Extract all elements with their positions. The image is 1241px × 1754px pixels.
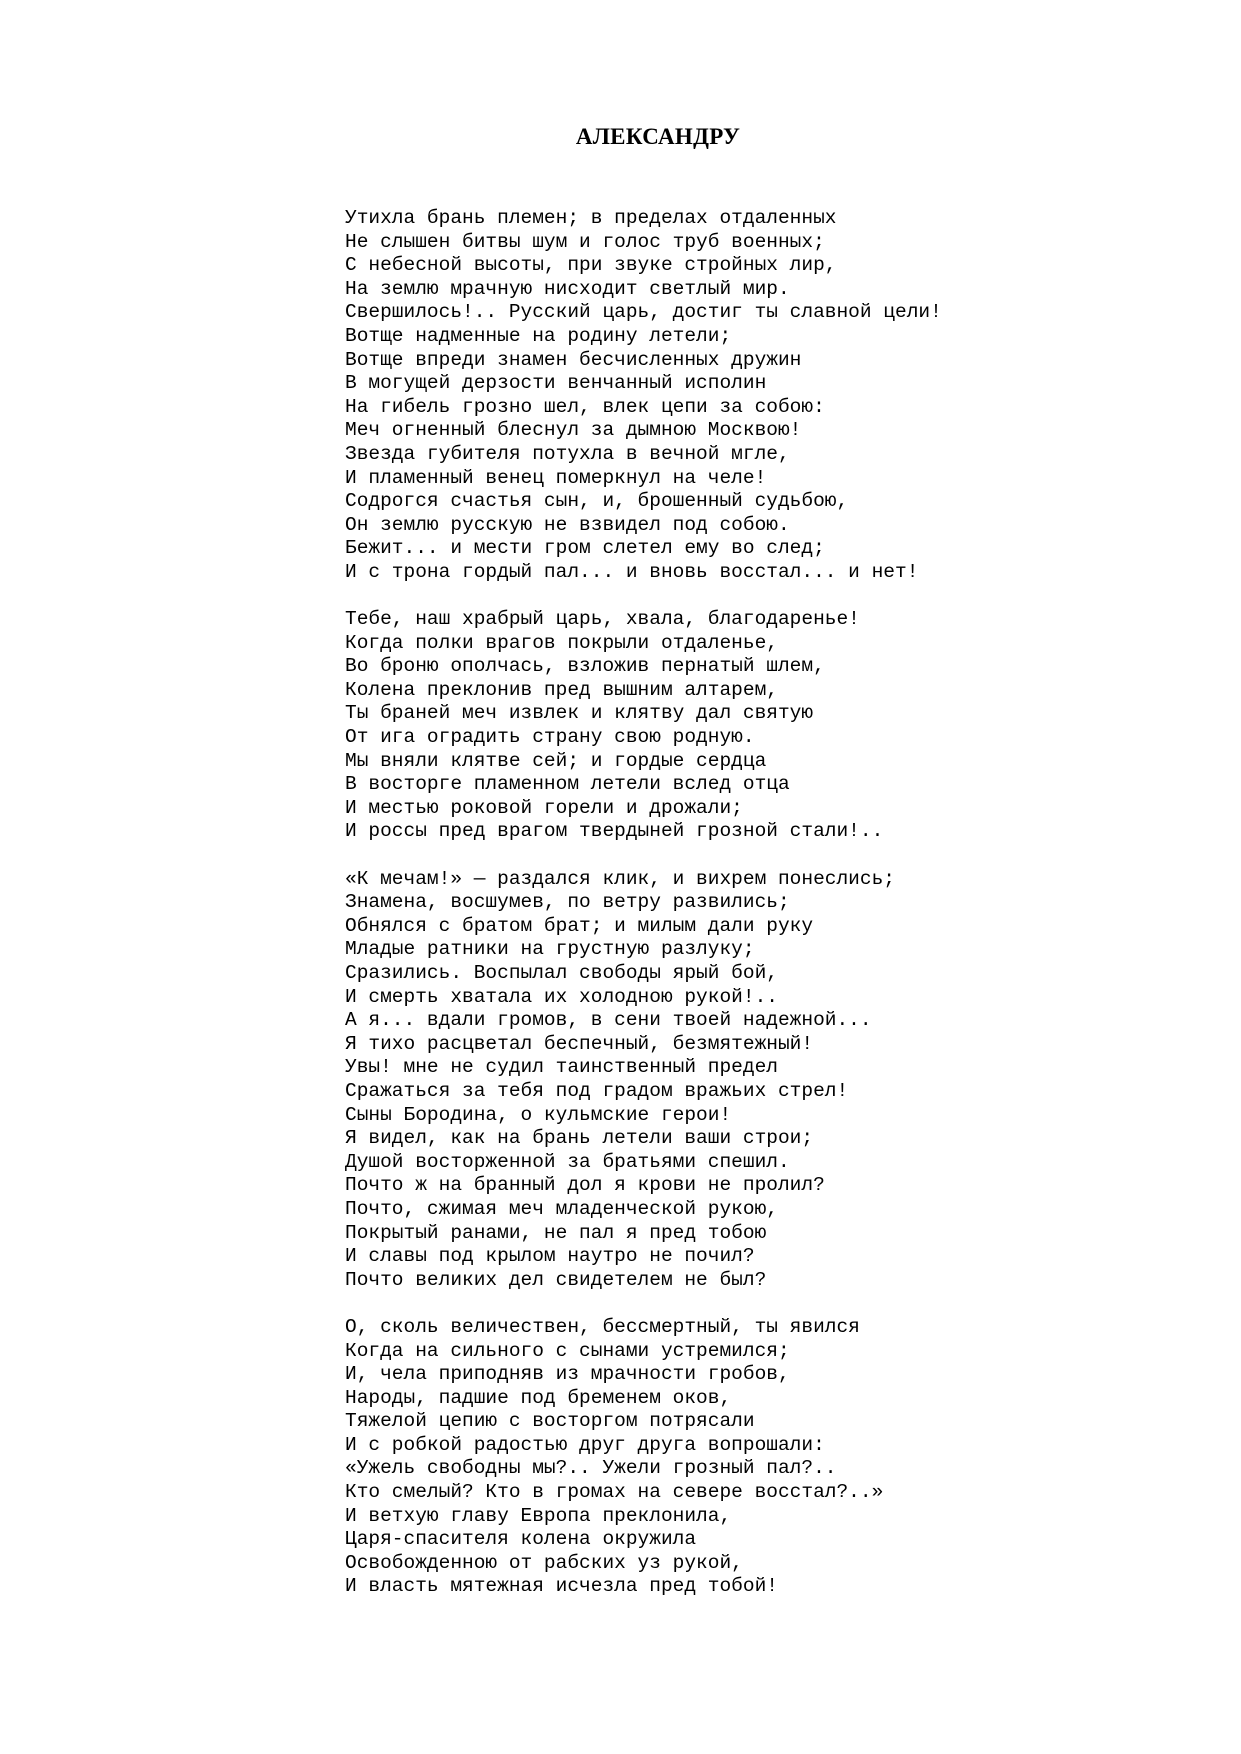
poem-line: С небесной высоты, при звуке стройных лир, <box>345 254 837 277</box>
poem-line: Младые ратники на грустную разлуку; <box>345 938 755 961</box>
poem-line: Не слышен битвы шум и голос труб военных; <box>345 230 825 253</box>
poem-line: «К мечам!» — раздался клик, и вихрем понеслись; <box>345 867 895 890</box>
poem-line: От ига оградить страну свою родную. <box>345 726 755 749</box>
poem-line: На землю мрачную нисходит светлый мир. <box>345 277 790 300</box>
poem-line: Сражаться за тебя под градом вражьих стрел! <box>345 1079 849 1102</box>
poem-line: И с робкой радостью друг друга вопрошали: <box>345 1433 825 1456</box>
poem-line: Я видел, как на брань летели ваши строи; <box>345 1127 814 1150</box>
poem-line: Сразились. Воспылал свободы ярый бой, <box>345 962 778 984</box>
poem-line: Звезда губителя потухла в вечной мгле, <box>345 442 790 465</box>
poem-line: Покрытый ранами, не пал я пред тобою <box>345 1221 767 1244</box>
poem-line: Свершилось!.. Русский царь, достиг ты славной цели! <box>345 301 942 324</box>
poem-line: И с трона гордый пал... и вновь восстал... и нет! <box>345 560 919 583</box>
poem-line: Бежит... и мести гром слетел ему во след; <box>345 537 825 560</box>
poem-line: Душой восторженной за братьями спешил. <box>345 1150 790 1173</box>
poem-line: Тебе, наш храбрый царь, хвала, благодаренье! <box>345 608 860 631</box>
poem-line: Я тихо расцветал беспечный, безмятежный! <box>345 1032 814 1055</box>
poem-line: В восторге пламенном летели вслед отца <box>345 773 790 796</box>
poem-line: Колена преклонив пред вышним алтарем, <box>345 678 778 701</box>
poem-line: Вотще надменные на родину летели; <box>345 324 732 347</box>
poem-line: На гибель грозно шел, влек цепи за собою: <box>345 395 825 418</box>
poem-line: И пламенный венец померкнул на челе! <box>345 466 767 489</box>
poem-body <box>345 207 1205 1623</box>
poem-line: Меч огненный блеснул за дымною Москвою! <box>345 419 802 442</box>
poem-line: Почто, сжимая меч младенческой рукою, <box>345 1197 778 1220</box>
poem-line: Когда полки врагов покрыли отдаленье, <box>345 631 778 654</box>
poem-line: Кто смелый? Кто в громах на севере восстал?..» <box>345 1481 884 1504</box>
poem-line: Обнялся с братом брат; и милым дали руку <box>345 914 814 937</box>
poem-line: Во броню ополчась, взложив пернатый шлем, <box>345 655 825 678</box>
poem-line: Почто ж на бранный дол я крови не пролил? <box>345 1174 825 1197</box>
poem-line: Тяжелой цепию с восторгом потрясали <box>345 1410 755 1433</box>
stanza <box>345 207 1205 585</box>
poem-line: Вотще впреди знамен бесчисленных дружин <box>345 348 802 371</box>
poem-line: Мы вняли клятве сей; и гордые сердца <box>345 749 767 772</box>
poem-line: И славы под крылом наутро не почил? <box>345 1245 755 1268</box>
poem-line: Почто великих дел свидетелем не был? <box>345 1268 767 1291</box>
poem-line: «Ужель свободны мы?.. Ужели грозный пал?.. <box>345 1457 837 1480</box>
poem-line: Сыны Бородина, о кульмские герои! <box>345 1103 732 1126</box>
stanza <box>345 1316 1205 1599</box>
poem-line: Утихла брань племен; в пределах отдаленных <box>345 207 837 229</box>
stanza <box>345 868 1205 1293</box>
poem-line: И, чела приподняв из мрачности гробов, <box>345 1363 790 1386</box>
poem-line: Он землю русскую не взвидел под собою. <box>345 513 790 536</box>
poem-line: А я... вдали громов, в сени твоей надежной... <box>345 1009 872 1032</box>
poem-line: В могущей дерзости венчанный исполин <box>345 372 767 395</box>
poem-line: Ты браней меч извлек и клятву дал святую <box>345 702 814 725</box>
poem-line: О, сколь величествен, бессмертный, ты явился <box>345 1315 860 1338</box>
poem-line: Содрогся счастья сын, и, брошенный судьбою, <box>345 490 849 513</box>
poem-line: И ветхую главу Европа преклонила, <box>345 1504 732 1527</box>
poem-line: Знамена, восшумев, по ветру развились; <box>345 891 790 914</box>
poem-line: И россы пред врагом твердыней грозной стали!.. <box>345 820 884 843</box>
poem-line: И смерть хватала их холодною рукой!.. <box>345 985 778 1008</box>
poem-line: Увы! мне не судил таинственный предел <box>345 1056 778 1079</box>
poem-line: Когда на сильного с сынами устремился; <box>345 1339 790 1362</box>
poem-line: И власть мятежная исчезла пред тобой! <box>345 1575 778 1598</box>
poem-title: АЛЕКСАНДРУ <box>575 124 741 149</box>
poem-line: Народы, падшие под бременем оков, <box>345 1386 732 1409</box>
poem-line: Освобожденною от рабских уз рукой, <box>345 1551 743 1574</box>
stanza <box>345 608 1205 844</box>
poem-line: И местью роковой горели и дрожали; <box>345 796 743 819</box>
poem-line: Царя-спасителя колена окружила <box>345 1528 697 1551</box>
